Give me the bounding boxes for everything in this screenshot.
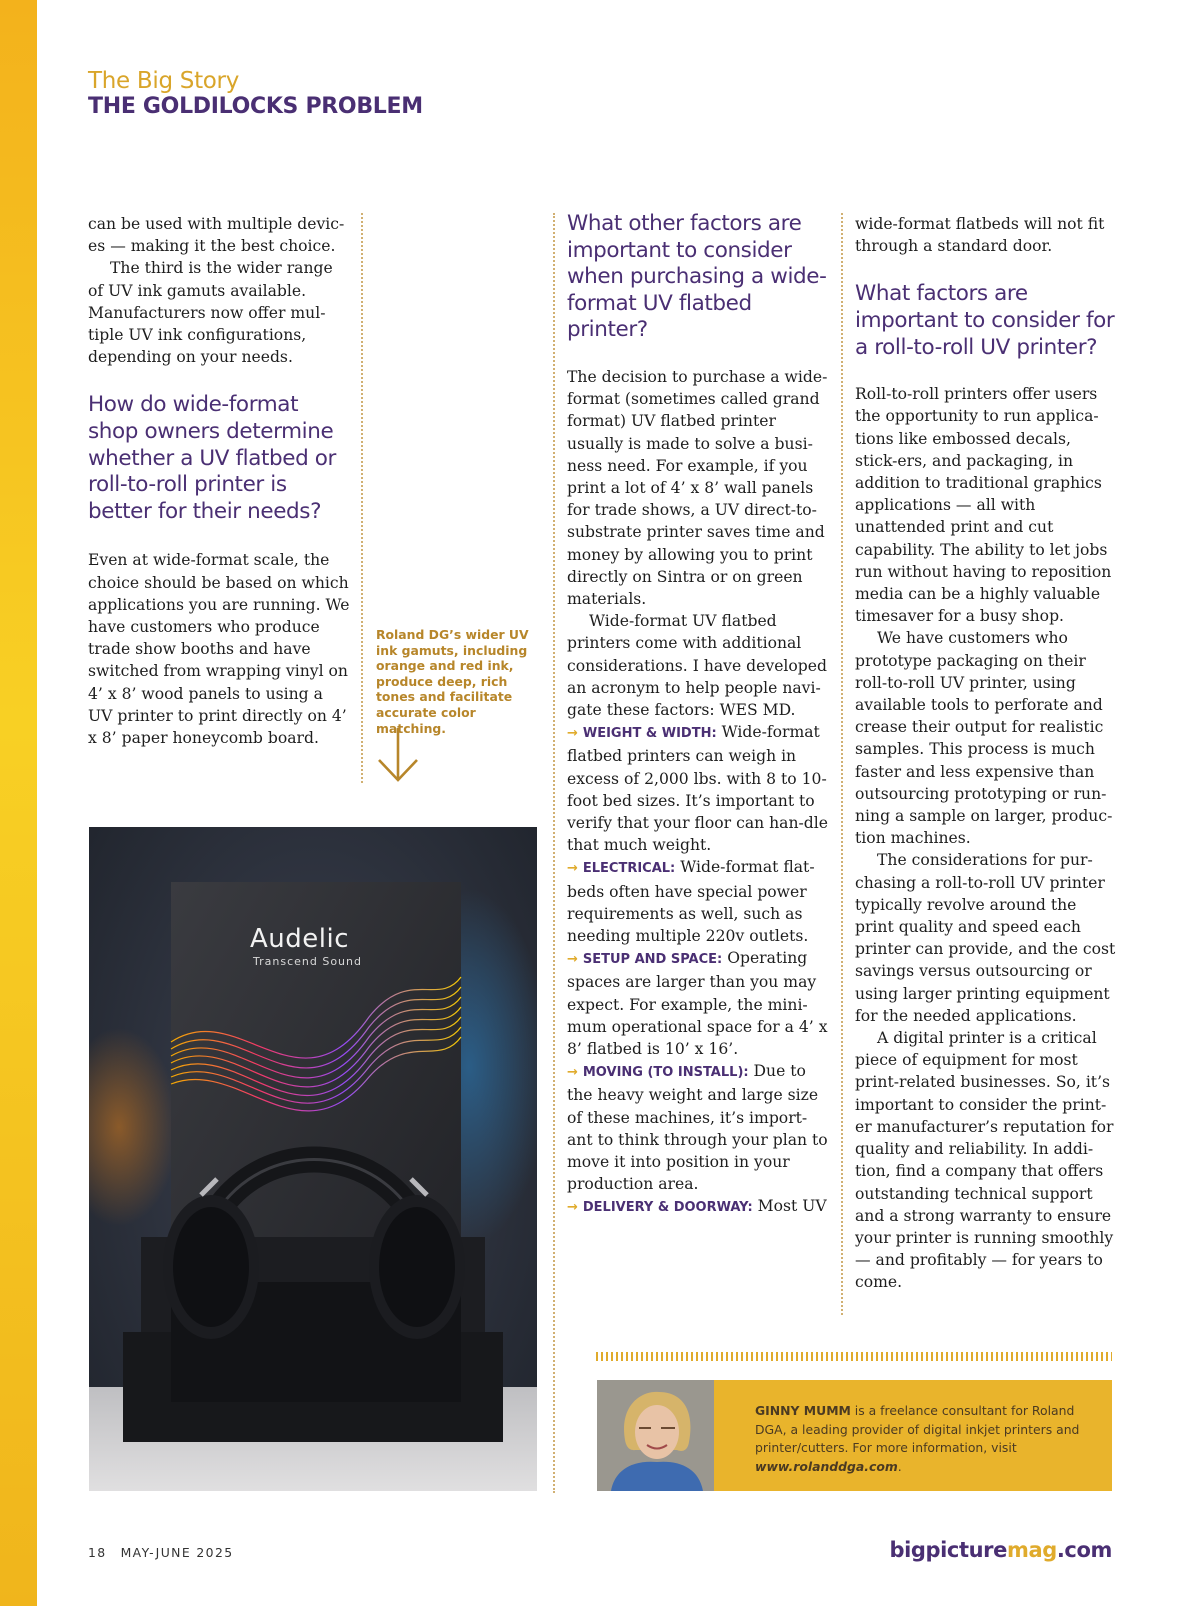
issue-date: MAY-JUNE 2025 xyxy=(120,1545,234,1560)
right-arrow-icon: → xyxy=(567,1065,578,1081)
paragraph: wide-format flatbeds will not fit through a standard door. xyxy=(855,215,1105,256)
paragraph: Roll-to-roll printers offer users the opportunity to run applica-tions like embossed decals, stick-ers, and packaging, in addition to traditional graphics applications — all with unattended print and cut capability. The ability to let jobs run without having to reposition media can be a highly valuable timesaver for a busy shop. xyxy=(855,385,1112,626)
paragraph: The decision to purchase a wide-format (sometimes called grand format) UV flatbed printer usually is made to solve a busi-ness need. For example, if you print a lot of 4’ x 8’ wall panels for trade shows, a UV direct-to-substrate printer saves time and money by allowing you to print directly on Sintra or on green materials. xyxy=(567,367,828,608)
bullet-text: Wide-format flat-beds often have special power requirements as well, such as needing multiple 220v outlets. xyxy=(567,858,815,946)
paragraph: We have customers who prototype packaging on their roll-to-roll UV printer, using available tools to perforate and crease their output for realistic samples. This process is much faster and less expensive than outsourcing prototyping or run-ning a sample on larger, produc-tion machines. xyxy=(855,629,1113,848)
paragraph: Even at wide-format scale, the choice should be based on which applications you are running. We have customers who produce trade show booths and have switched from wrapping vinyl on 4’ x 8’ wood panels to using a UV printer to print directly on 4’ x 8’ paper honeycomb board. xyxy=(88,551,350,748)
bullet-label: SETUP AND SPACE: xyxy=(582,952,723,968)
photo-tagline-text: Transcend Sound xyxy=(253,955,362,968)
bullet-label: MOVING (TO INSTALL): xyxy=(582,1065,749,1081)
bio-divider xyxy=(596,1352,1112,1361)
bullet-text: Most UV xyxy=(752,1197,827,1216)
photo-brand-text: Audelic xyxy=(250,924,350,954)
author-bio-box xyxy=(597,1380,1112,1491)
bullet-item xyxy=(567,856,829,947)
paragraph: can be used with multiple devic-es — making it the best choice. xyxy=(88,215,345,256)
headphones-display-photo xyxy=(89,827,537,1491)
section-header xyxy=(88,68,423,119)
paragraph: Wide-format UV flatbed printers come with additional considerations. I have developed an acronym to help people navi-gate these factors: WES MD. xyxy=(567,612,827,720)
bullet-label: ELECTRICAL: xyxy=(582,861,676,877)
author-photo xyxy=(597,1380,714,1491)
author-website-link[interactable]: www.rolanddga.com xyxy=(755,1458,898,1474)
column-divider xyxy=(841,213,843,1315)
column-2 xyxy=(567,211,829,1220)
question-heading: How do wide-format shop owners determine whether a UV flatbed or roll-to-roll printer is better for their needs? xyxy=(88,392,336,524)
site-url-part-2: mag xyxy=(1006,1538,1057,1562)
left-color-bar xyxy=(0,0,37,1606)
right-arrow-icon: → xyxy=(567,726,578,742)
question-heading: What factors are important to consider for a roll-to-roll UV printer? xyxy=(855,281,1115,360)
bullet-label: DELIVERY & DOORWAY: xyxy=(582,1200,753,1216)
column-divider xyxy=(553,213,555,1493)
right-arrow-icon: → xyxy=(567,1200,578,1216)
question-heading: What other factors are important to consider when purchasing a wide-format UV flatbed printer? xyxy=(567,211,827,343)
paragraph: The considerations for pur-chasing a roll-to-roll UV printer typically revolve around the print quality and speed each printer can provide, and the cost savings versus outsourcing or using larger printing equipment for the needed applications. xyxy=(855,851,1116,1025)
down-arrow-icon xyxy=(376,726,420,784)
bullet-label: WEIGHT & WIDTH: xyxy=(582,726,717,742)
page-footer-left xyxy=(88,1545,234,1560)
article-headline: THE GOLDILOCKS PROBLEM xyxy=(88,94,423,119)
photo-caption: Roland DG’s wider UV ink gamuts, including orange and red ink, produce deep, rich tones and facilitate accurate color matching. xyxy=(376,627,529,736)
bullet-text: Due to the heavy weight and large size of these machines, it’s import-ant to think through your plan to move it into position in your production area. xyxy=(567,1062,828,1194)
paragraph: A digital printer is a critical piece of equipment for most print-related businesses. So, it’s important to consider the print-er manufacturer’s reputation for quality and reliability. In addi-tion, find a company that offers outstanding technical support and a strong warranty to ensure your printer is running smoothly — and profitably — for years to come. xyxy=(855,1029,1114,1292)
bio-description: is a freelance consultant for Roland DGA, a leading provider of digital inkjet printers and printer/cutters. For more information, visit xyxy=(755,1403,1080,1455)
bio-end-punctuation: . xyxy=(897,1458,902,1474)
bullet-item xyxy=(567,1195,829,1219)
section-kicker: The Big Story xyxy=(88,68,240,94)
bullet-text: Operating spaces are larger than you may expect. For example, the mini-mum operational space for a 4’ x 8’ flatbed is 10’ x 16’. xyxy=(567,949,828,1059)
right-arrow-icon: → xyxy=(567,861,578,877)
right-arrow-icon: → xyxy=(567,952,578,968)
column-1 xyxy=(88,213,350,749)
bullet-text: Wide-format flatbed printers can weigh in excess of 2,000 lbs. with 8 to 10-foot bed sizes. It’s important to verify that your floor can han-dle that much weight. xyxy=(567,723,828,855)
paragraph: The third is the wider range of UV ink gamuts available. Manufacturers now offer mul-tiple UV ink configurations, depending on your needs. xyxy=(88,259,333,367)
site-url-part-1: bigpicture xyxy=(889,1538,1007,1562)
column-3 xyxy=(855,213,1117,1294)
bullet-item xyxy=(567,947,829,1060)
bio-text xyxy=(755,1402,1085,1476)
page-number: 18 xyxy=(88,1545,107,1560)
bullet-item xyxy=(567,1060,829,1195)
site-url[interactable] xyxy=(889,1538,1112,1562)
bullet-item xyxy=(567,721,829,856)
site-url-part-3: .com xyxy=(1056,1538,1112,1562)
column-divider xyxy=(361,213,363,783)
author-name: GINNY MUMM xyxy=(755,1403,851,1418)
